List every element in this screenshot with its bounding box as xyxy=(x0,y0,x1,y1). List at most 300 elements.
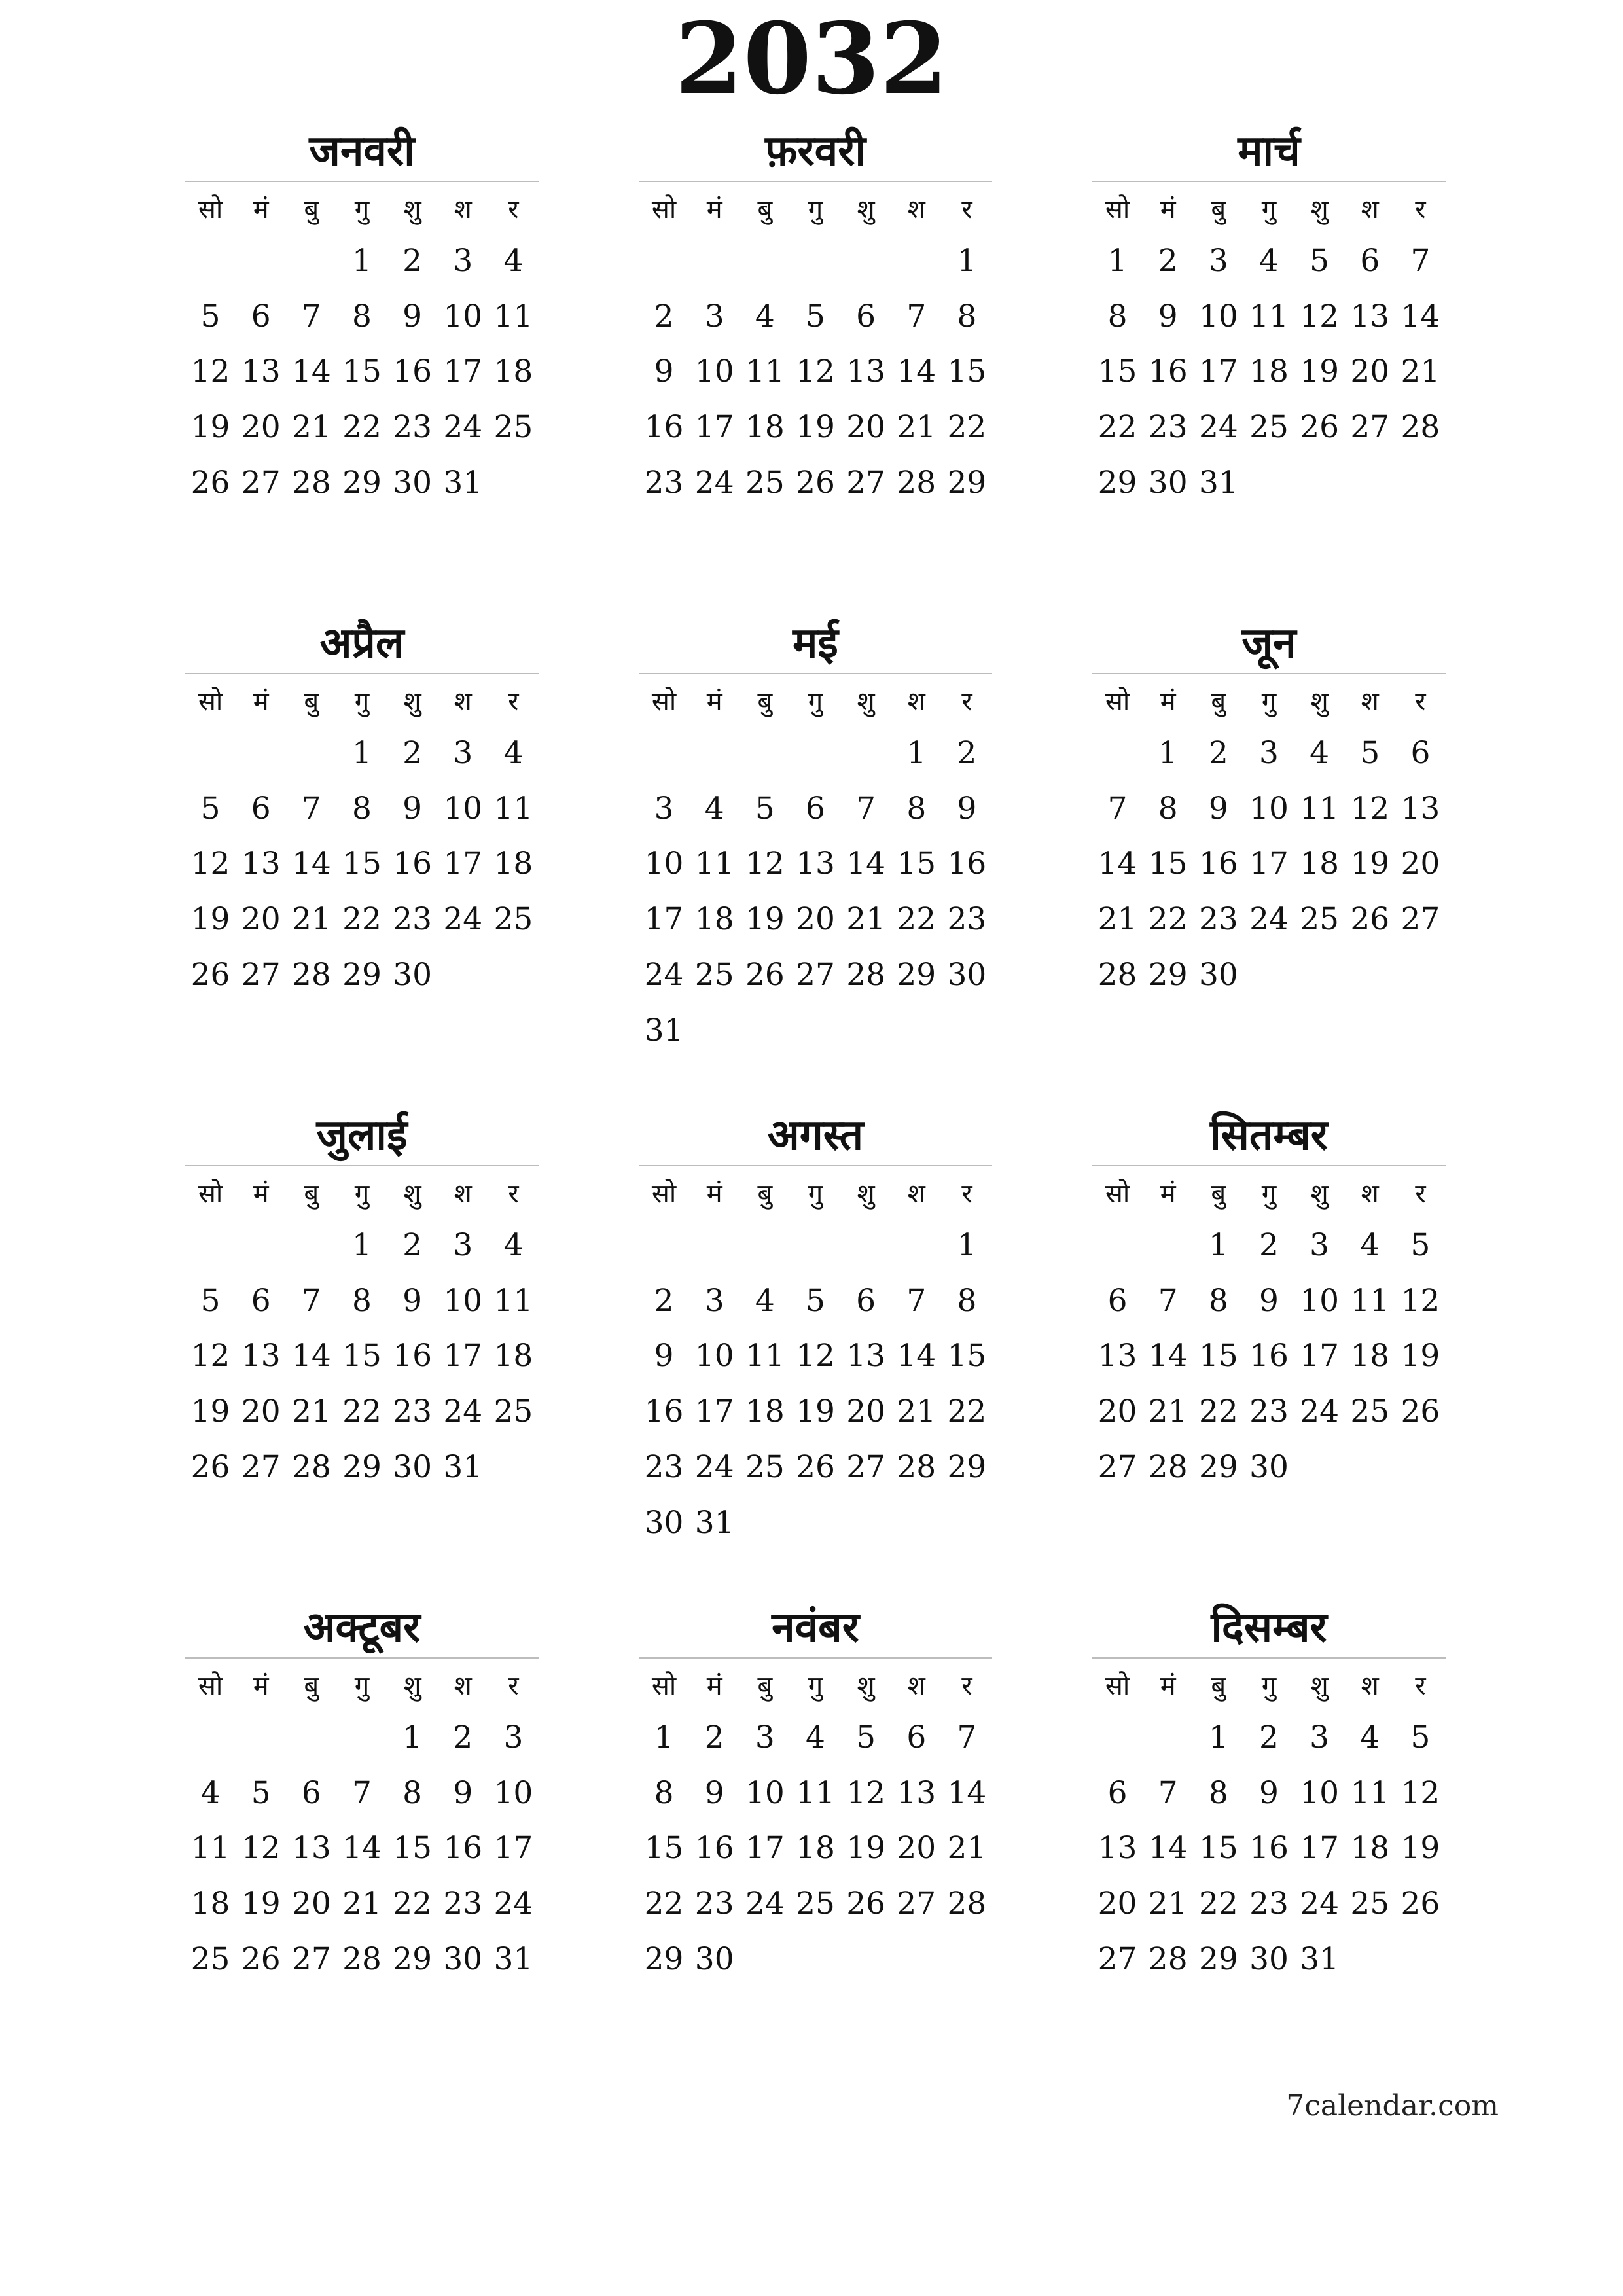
day-cell: 16 xyxy=(644,1393,684,1430)
week-row xyxy=(1092,947,1446,1003)
week-row xyxy=(185,1384,539,1439)
day-cell: 2 xyxy=(1259,1719,1279,1755)
day-cell xyxy=(1294,1439,1345,1495)
month-days-table xyxy=(639,1657,992,1987)
day-cell: 25 xyxy=(745,1449,785,1486)
day-cell: 7 xyxy=(957,1719,977,1755)
day-cell: 21 xyxy=(1148,1886,1188,1922)
day-cell: 1 xyxy=(1158,734,1178,771)
day-cell: 3 xyxy=(503,1719,524,1755)
day-cell: 27 xyxy=(846,1449,886,1486)
week-row xyxy=(639,1384,992,1439)
day-cell: 24 xyxy=(443,1393,483,1430)
month-block xyxy=(1092,614,1446,1003)
day-cell: 18 xyxy=(190,1886,230,1922)
day-cell: 4 xyxy=(806,1719,825,1755)
day-cell: 31 xyxy=(443,1449,483,1486)
day-cell: 18 xyxy=(694,901,734,938)
day-cell xyxy=(841,1003,891,1058)
weekday-label: मं xyxy=(1143,181,1193,233)
day-cell: 24 xyxy=(443,409,483,446)
day-cell: 17 xyxy=(745,1830,785,1867)
day-cell: 30 xyxy=(1249,1941,1289,1978)
day-cell: 25 xyxy=(1300,901,1340,938)
day-cell: 23 xyxy=(393,1393,433,1430)
weekday-label: सो xyxy=(1092,1166,1143,1217)
day-cell: 18 xyxy=(745,409,785,446)
day-cell: 17 xyxy=(443,846,483,882)
month-block xyxy=(185,1598,539,1987)
week-row xyxy=(185,1329,539,1384)
day-cell: 30 xyxy=(644,1504,684,1541)
weekday-label: बु xyxy=(1193,673,1243,725)
day-cell: 25 xyxy=(1350,1393,1390,1430)
weekday-label: गु xyxy=(1243,1658,1294,1710)
day-cell: 10 xyxy=(493,1774,533,1811)
day-cell: 27 xyxy=(1400,901,1440,938)
day-cell: 19 xyxy=(1400,1338,1440,1374)
day-cell: 13 xyxy=(796,846,835,882)
day-cell: 1 xyxy=(402,1719,423,1755)
day-cell: 18 xyxy=(1350,1830,1390,1867)
weekday-label: बु xyxy=(740,181,790,233)
day-cell: 1 xyxy=(957,1227,977,1263)
day-cell xyxy=(841,1495,891,1551)
weekday-label: गु xyxy=(1243,673,1294,725)
day-cell: 3 xyxy=(1310,1719,1330,1755)
day-cell: 8 xyxy=(352,298,372,334)
day-cell: 12 xyxy=(796,1338,835,1374)
week-row xyxy=(639,1931,992,1987)
day-cell: 24 xyxy=(694,465,734,501)
day-cell: 12 xyxy=(1350,790,1390,827)
week-row xyxy=(639,344,992,400)
week-row xyxy=(639,289,992,344)
day-cell: 8 xyxy=(906,790,927,827)
day-cell: 17 xyxy=(694,409,734,446)
day-cell: 16 xyxy=(1148,353,1188,390)
day-cell: 28 xyxy=(291,465,331,501)
day-cell xyxy=(891,1495,942,1551)
day-cell: 29 xyxy=(897,957,936,994)
day-cell: 15 xyxy=(393,1830,433,1867)
day-cell: 31 xyxy=(1198,465,1238,501)
day-cell: 14 xyxy=(846,846,886,882)
day-cell xyxy=(185,1710,236,1765)
weekday-label: सो xyxy=(1092,673,1143,725)
day-cell: 2 xyxy=(957,734,977,771)
day-cell: 4 xyxy=(200,1774,221,1811)
month-name: जनवरी xyxy=(309,127,415,175)
day-cell: 23 xyxy=(443,1886,483,1922)
weekday-label: श xyxy=(891,181,942,233)
day-cell: 6 xyxy=(251,790,271,827)
weekday-label: र xyxy=(1395,1658,1446,1710)
weekday-label: र xyxy=(942,1166,992,1217)
weekday-header-row xyxy=(185,1166,539,1217)
weekday-label: बु xyxy=(1193,1166,1243,1217)
day-cell: 23 xyxy=(644,465,684,501)
day-cell: 15 xyxy=(342,1338,382,1374)
weekday-label: श xyxy=(1345,673,1395,725)
day-cell: 15 xyxy=(342,846,382,882)
weekday-label: सो xyxy=(1092,1658,1143,1710)
day-cell: 30 xyxy=(1249,1449,1289,1486)
day-cell: 14 xyxy=(1148,1830,1188,1867)
day-cell: 10 xyxy=(443,1282,483,1319)
week-row xyxy=(1092,399,1446,455)
weekday-label: र xyxy=(1395,673,1446,725)
day-cell: 29 xyxy=(644,1941,684,1978)
day-cell: 29 xyxy=(342,957,382,994)
day-cell: 26 xyxy=(190,465,230,501)
week-row xyxy=(1092,233,1446,289)
day-cell: 21 xyxy=(897,1393,936,1430)
day-cell: 27 xyxy=(1097,1941,1137,1978)
day-cell: 28 xyxy=(291,1449,331,1486)
day-cell: 7 xyxy=(352,1774,372,1811)
day-cell: 16 xyxy=(1198,846,1238,882)
day-cell: 22 xyxy=(644,1886,684,1922)
day-cell: 7 xyxy=(301,790,321,827)
weekday-label: मं xyxy=(1143,673,1193,725)
day-cell: 14 xyxy=(1400,298,1440,334)
day-cell: 3 xyxy=(453,1227,473,1263)
weekday-label: सो xyxy=(185,181,236,233)
day-cell: 15 xyxy=(644,1830,684,1867)
day-cell: 20 xyxy=(291,1886,331,1922)
weekday-label: शु xyxy=(1294,673,1345,725)
day-cell: 28 xyxy=(897,465,936,501)
day-cell: 18 xyxy=(1300,846,1340,882)
day-cell: 15 xyxy=(1097,353,1137,390)
day-cell xyxy=(185,233,236,289)
day-cell: 10 xyxy=(443,298,483,334)
month-block xyxy=(185,122,539,511)
month-name: अक्टूबर xyxy=(303,1604,421,1652)
day-cell: 24 xyxy=(745,1886,785,1922)
weekday-label: शु xyxy=(841,1658,891,1710)
weekday-label: शु xyxy=(841,673,891,725)
weekday-label: श xyxy=(438,673,488,725)
weekday-label: श xyxy=(1345,181,1395,233)
day-cell xyxy=(841,1931,891,1987)
weekday-label: र xyxy=(488,181,539,233)
day-cell xyxy=(488,1439,539,1495)
day-cell: 19 xyxy=(796,409,835,446)
day-cell xyxy=(438,947,488,1003)
week-row xyxy=(639,455,992,511)
day-cell: 9 xyxy=(654,1338,674,1374)
day-cell: 13 xyxy=(241,846,281,882)
day-cell: 24 xyxy=(694,1449,734,1486)
day-cell xyxy=(286,725,336,781)
weekday-label: सो xyxy=(185,1166,236,1217)
weekday-label: मं xyxy=(689,1166,740,1217)
day-cell: 26 xyxy=(1300,409,1340,446)
day-cell: 22 xyxy=(1097,409,1137,446)
day-cell: 23 xyxy=(1249,1886,1289,1922)
day-cell: 17 xyxy=(443,1338,483,1374)
day-cell: 2 xyxy=(654,298,674,334)
day-cell xyxy=(236,725,286,781)
month-days-table xyxy=(1092,1165,1446,1495)
day-cell: 14 xyxy=(947,1774,987,1811)
day-cell xyxy=(740,1495,790,1551)
day-cell xyxy=(639,233,689,289)
weekday-header-row xyxy=(1092,673,1446,725)
weekday-label: मं xyxy=(1143,1658,1193,1710)
day-cell: 15 xyxy=(1198,1830,1238,1867)
week-row xyxy=(1092,891,1446,947)
day-cell: 4 xyxy=(755,298,775,334)
day-cell: 6 xyxy=(1107,1282,1128,1319)
week-row xyxy=(1092,1439,1446,1495)
day-cell: 17 xyxy=(493,1830,533,1867)
day-cell: 1 xyxy=(906,734,927,771)
weekday-label: गु xyxy=(790,181,840,233)
week-row xyxy=(185,289,539,344)
day-cell: 2 xyxy=(453,1719,473,1755)
month-days-table xyxy=(1092,1657,1446,1987)
month-name: मई xyxy=(793,619,838,668)
day-cell: 5 xyxy=(1410,1227,1431,1263)
week-row xyxy=(185,1273,539,1329)
day-cell: 18 xyxy=(796,1830,835,1867)
day-cell: 10 xyxy=(1300,1774,1340,1811)
month-days-table xyxy=(639,1165,992,1551)
week-row xyxy=(185,1217,539,1273)
day-cell: 23 xyxy=(1198,901,1238,938)
day-cell: 30 xyxy=(1198,957,1238,994)
weekday-label: बु xyxy=(1193,1658,1243,1710)
day-cell: 25 xyxy=(493,1393,533,1430)
week-row xyxy=(185,1821,539,1876)
week-row xyxy=(639,1003,992,1058)
weekday-label: श xyxy=(1345,1658,1395,1710)
day-cell: 8 xyxy=(1208,1282,1228,1319)
weekday-label: गु xyxy=(1243,181,1294,233)
weekday-label: गु xyxy=(790,1166,840,1217)
day-cell: 21 xyxy=(342,1886,382,1922)
day-cell: 25 xyxy=(1249,409,1289,446)
day-cell xyxy=(891,233,942,289)
day-cell: 1 xyxy=(1208,1227,1228,1263)
day-cell: 31 xyxy=(493,1941,533,1978)
day-cell: 25 xyxy=(493,409,533,446)
day-cell: 11 xyxy=(796,1774,835,1811)
day-cell: 2 xyxy=(402,242,423,279)
weekday-header-row xyxy=(185,673,539,725)
day-cell: 15 xyxy=(947,353,987,390)
day-cell: 3 xyxy=(453,734,473,771)
day-cell: 9 xyxy=(1208,790,1228,827)
day-cell: 19 xyxy=(190,409,230,446)
day-cell: 3 xyxy=(1310,1227,1330,1263)
day-cell: 16 xyxy=(393,846,433,882)
day-cell xyxy=(1294,455,1345,511)
day-cell: 13 xyxy=(897,1774,936,1811)
week-row xyxy=(1092,1821,1446,1876)
day-cell: 20 xyxy=(846,1393,886,1430)
day-cell xyxy=(942,1003,992,1058)
week-row xyxy=(185,725,539,781)
week-row xyxy=(1092,725,1446,781)
week-row xyxy=(185,1876,539,1931)
day-cell: 2 xyxy=(654,1282,674,1319)
month-block xyxy=(185,1106,539,1495)
day-cell: 22 xyxy=(342,1393,382,1430)
week-row xyxy=(639,1765,992,1821)
day-cell: 19 xyxy=(241,1886,281,1922)
day-cell: 26 xyxy=(1350,901,1390,938)
day-cell xyxy=(336,1710,387,1765)
day-cell: 28 xyxy=(846,957,886,994)
day-cell: 6 xyxy=(251,1282,271,1319)
week-row xyxy=(185,399,539,455)
week-row xyxy=(1092,781,1446,836)
week-row xyxy=(185,1710,539,1765)
day-cell: 31 xyxy=(694,1504,734,1541)
day-cell: 14 xyxy=(291,846,331,882)
day-cell xyxy=(1345,947,1395,1003)
week-row xyxy=(1092,1710,1446,1765)
month-block xyxy=(1092,1106,1446,1495)
week-row xyxy=(639,1710,992,1765)
weekday-label: मं xyxy=(689,1658,740,1710)
weekday-label: गु xyxy=(336,1658,387,1710)
day-cell: 5 xyxy=(806,298,825,334)
day-cell: 29 xyxy=(947,1449,987,1486)
day-cell: 20 xyxy=(1400,846,1440,882)
day-cell: 11 xyxy=(1350,1282,1390,1319)
month-days-table xyxy=(185,181,539,511)
weekday-label: सो xyxy=(185,673,236,725)
day-cell: 20 xyxy=(241,409,281,446)
day-cell: 14 xyxy=(342,1830,382,1867)
day-cell: 3 xyxy=(755,1719,775,1755)
weekday-label: शु xyxy=(1294,1658,1345,1710)
day-cell: 27 xyxy=(241,1449,281,1486)
month-name: जुलाई xyxy=(316,1111,408,1160)
day-cell: 10 xyxy=(694,1338,734,1374)
day-cell: 12 xyxy=(190,846,230,882)
day-cell: 1 xyxy=(1208,1719,1228,1755)
day-cell xyxy=(236,1710,286,1765)
weekday-label: गु xyxy=(790,673,840,725)
day-cell xyxy=(286,1710,336,1765)
day-cell: 22 xyxy=(342,901,382,938)
week-row xyxy=(639,891,992,947)
day-cell: 5 xyxy=(755,790,775,827)
day-cell: 15 xyxy=(342,353,382,390)
day-cell: 21 xyxy=(1148,1393,1188,1430)
weekday-label: शु xyxy=(841,1166,891,1217)
day-cell: 2 xyxy=(402,1227,423,1263)
weekday-label: र xyxy=(942,673,992,725)
day-cell: 24 xyxy=(1249,901,1289,938)
week-row xyxy=(639,725,992,781)
day-cell xyxy=(488,947,539,1003)
weekday-label: सो xyxy=(185,1658,236,1710)
month-block xyxy=(639,122,992,511)
day-cell: 30 xyxy=(443,1941,483,1978)
day-cell: 21 xyxy=(846,901,886,938)
weekday-label: र xyxy=(488,673,539,725)
week-row xyxy=(1092,344,1446,400)
day-cell: 22 xyxy=(393,1886,433,1922)
weekday-header-row xyxy=(639,1166,992,1217)
month-days-table xyxy=(1092,181,1446,511)
day-cell: 11 xyxy=(493,298,533,334)
day-cell: 2 xyxy=(1158,242,1178,279)
day-cell: 17 xyxy=(644,901,684,938)
weekday-label: गु xyxy=(790,1658,840,1710)
day-cell: 25 xyxy=(1350,1886,1390,1922)
weekday-label: शु xyxy=(387,1166,438,1217)
week-row xyxy=(185,233,539,289)
day-cell: 2 xyxy=(1208,734,1228,771)
day-cell xyxy=(841,233,891,289)
weekday-label: गु xyxy=(336,181,387,233)
day-cell: 6 xyxy=(1360,242,1380,279)
weekday-header-row xyxy=(1092,181,1446,233)
day-cell: 19 xyxy=(796,1393,835,1430)
week-row xyxy=(1092,836,1446,892)
day-cell: 22 xyxy=(1198,1393,1238,1430)
day-cell: 17 xyxy=(443,353,483,390)
weekday-label: श xyxy=(891,1658,942,1710)
day-cell: 12 xyxy=(1400,1774,1440,1811)
day-cell: 8 xyxy=(352,1282,372,1319)
day-cell: 15 xyxy=(947,1338,987,1374)
day-cell: 22 xyxy=(947,409,987,446)
day-cell: 22 xyxy=(1198,1886,1238,1922)
day-cell xyxy=(942,1931,992,1987)
day-cell: 5 xyxy=(200,298,221,334)
day-cell: 19 xyxy=(846,1830,886,1867)
day-cell: 4 xyxy=(755,1282,775,1319)
day-cell: 25 xyxy=(493,901,533,938)
day-cell: 7 xyxy=(1158,1774,1178,1811)
day-cell xyxy=(1395,1931,1446,1987)
weekday-label: बु xyxy=(286,181,336,233)
month-block xyxy=(639,614,992,1058)
weekday-label: गु xyxy=(336,1166,387,1217)
day-cell: 20 xyxy=(1097,1886,1137,1922)
day-cell: 30 xyxy=(393,465,433,501)
day-cell: 7 xyxy=(906,1282,927,1319)
day-cell: 1 xyxy=(352,242,372,279)
day-cell: 12 xyxy=(190,1338,230,1374)
day-cell xyxy=(841,725,891,781)
weekday-label: श xyxy=(891,673,942,725)
day-cell: 14 xyxy=(1148,1338,1188,1374)
day-cell: 9 xyxy=(402,1282,423,1319)
day-cell xyxy=(1092,1710,1143,1765)
day-cell xyxy=(1143,1217,1193,1273)
day-cell: 5 xyxy=(1310,242,1330,279)
day-cell: 31 xyxy=(1300,1941,1340,1978)
day-cell: 21 xyxy=(897,409,936,446)
weekday-label: शु xyxy=(387,673,438,725)
day-cell: 16 xyxy=(644,409,684,446)
day-cell: 8 xyxy=(352,790,372,827)
day-cell: 23 xyxy=(1249,1393,1289,1430)
day-cell: 13 xyxy=(846,1338,886,1374)
day-cell: 11 xyxy=(745,353,785,390)
day-cell: 30 xyxy=(694,1941,734,1978)
